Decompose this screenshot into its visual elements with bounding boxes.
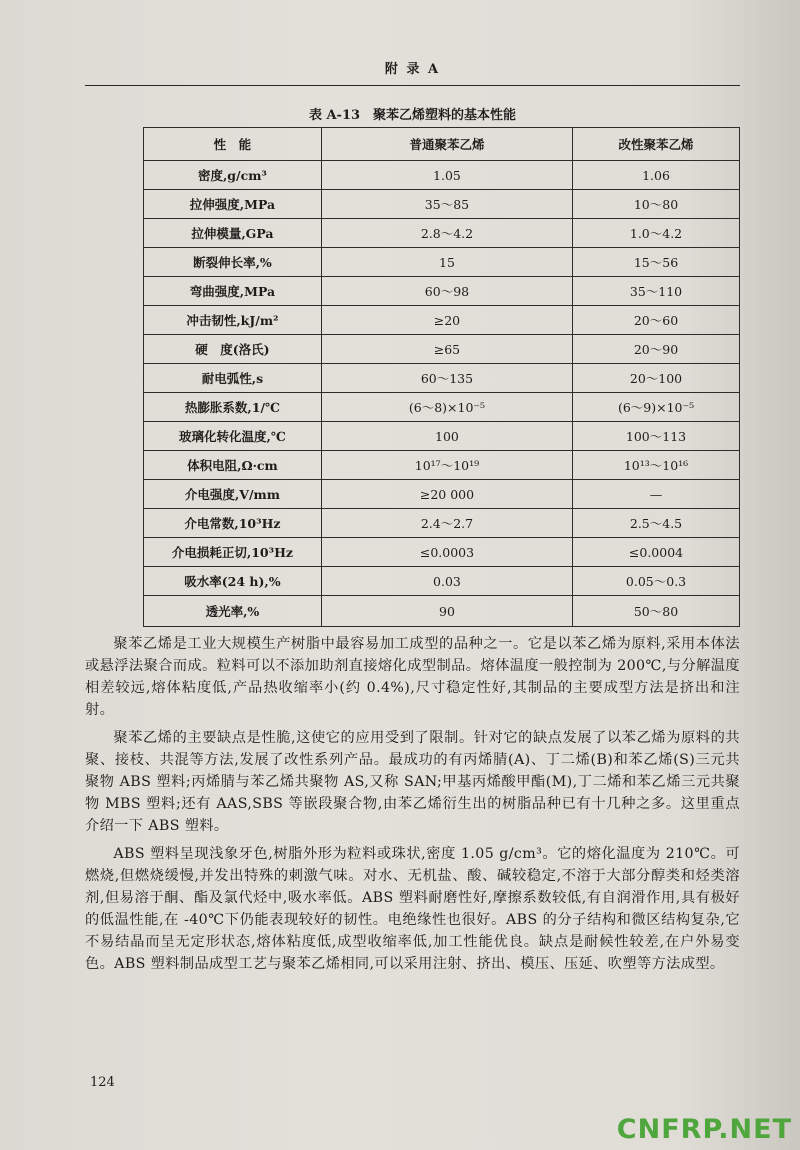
modified-value-cell: — (573, 480, 740, 509)
paragraph-abs: ABS 塑料呈现浅象牙色,树脂外形为粒料或珠状,密度 1.05 g/cm³。它的熔化温度为 210℃。可燃烧,但燃烧缓慢,并发出特殊的刺激气味。对水、无机盐、酸、碱较稳定,不溶于大部分醇类和烃类溶剂,但易溶于酮、酯及氯代烃中,吸水率低。ABS 塑料耐磨性好,摩擦系数较低,有自润滑作用,具有极好的低温性能,在 -40℃下仍能表现较好的韧性。电绝缘性也很好。ABS 的分子结构和微区结构复杂,它不易结晶而呈无定形状态,熔体粘度低,成型收缩率低,加工性能优良。缺点是耐候性较差,在户外易变色。ABS 塑料制品成型工艺与聚苯乙烯相同,可以采用注射、挤出、模压、压延、吹塑等方法成型。 (85, 846, 740, 972)
general-value-cell: 2.8～4.2 (321, 219, 572, 248)
general-value-cell: 1.05 (321, 161, 572, 190)
modified-value-cell: 10¹³～10¹⁶ (573, 451, 740, 480)
modified-value-cell: 2.5～4.5 (573, 509, 740, 538)
property-cell: 拉伸强度,MPa (144, 190, 322, 219)
table-row (144, 161, 740, 190)
general-value-cell: 10¹⁷～10¹⁹ (321, 451, 572, 480)
table-row (144, 364, 740, 393)
table-row (144, 480, 740, 509)
general-value-cell: (6～8)×10⁻⁵ (321, 393, 572, 422)
column-header-modified-ps: 改性聚苯乙烯 (573, 128, 740, 161)
site-watermark: CNFRP.NET (616, 1114, 792, 1145)
column-header-property: 性 能 (144, 128, 322, 161)
table-header-row (144, 128, 740, 161)
property-cell: 弯曲强度,MPa (144, 277, 322, 306)
table-row (144, 596, 740, 627)
table-row (144, 277, 740, 306)
modified-value-cell: 35～110 (573, 277, 740, 306)
paragraph-polystyrene-intro: 聚苯乙烯是工业大规模生产树脂中最容易加工成型的品种之一。它是以苯乙烯为原料,采用本体法或悬浮法聚合而成。粒料可以不添加助剂直接熔化成型制品。熔体温度一般控制为 200℃,与分解温度相差较远,熔体粘度低,产品热收缩率小(约 0.4%),尺寸稳定性好,其制品的主要成型方法是挤出和注射。 (85, 636, 740, 718)
property-cell: 断裂伸长率,% (144, 248, 322, 277)
modified-value-cell: 20～90 (573, 335, 740, 364)
general-value-cell: 2.4～2.7 (321, 509, 572, 538)
modified-value-cell: 20～60 (573, 306, 740, 335)
modified-value-cell: 1.0～4.2 (573, 219, 740, 248)
property-cell: 拉伸模量,GPa (144, 219, 322, 248)
modified-value-cell: 50～80 (573, 596, 740, 627)
body-text (85, 633, 740, 981)
general-value-cell: ≥20 (321, 306, 572, 335)
general-value-cell: ≥20 000 (321, 480, 572, 509)
property-cell: 耐电弧性,s (144, 364, 322, 393)
table-row (144, 248, 740, 277)
modified-value-cell: 0.05～0.3 (573, 567, 740, 596)
column-header-general-ps: 普通聚苯乙烯 (321, 128, 572, 161)
running-header: 附 录 A (384, 62, 441, 77)
table-row (144, 567, 740, 596)
general-value-cell: 35～85 (321, 190, 572, 219)
property-cell: 硬 度(洛氏) (144, 335, 322, 364)
general-value-cell: 60～98 (321, 277, 572, 306)
table-row (144, 538, 740, 567)
table-row (144, 190, 740, 219)
modified-value-cell: 100～113 (573, 422, 740, 451)
property-cell: 冲击韧性,kJ/m² (144, 306, 322, 335)
property-cell: 吸水率(24 h),% (144, 567, 322, 596)
property-cell: 介电常数,10³Hz (144, 509, 322, 538)
general-value-cell: ≥65 (321, 335, 572, 364)
table-row (144, 509, 740, 538)
modified-value-cell: 1.06 (573, 161, 740, 190)
general-value-cell: 100 (321, 422, 572, 451)
property-cell: 玻璃化转化温度,℃ (144, 422, 322, 451)
general-value-cell: 60～135 (321, 364, 572, 393)
properties-table (143, 127, 740, 627)
table-row (144, 422, 740, 451)
paragraph-modification: 聚苯乙烯的主要缺点是性脆,这使它的应用受到了限制。针对它的缺点发展了以苯乙烯为原料的共聚、接枝、共混等方法,发展了改性系列产品。最成功的有丙烯腈(A)、丁二烯(B)和苯乙烯(S)三元共聚物 ABS 塑料;丙烯腈与苯乙烯共聚物 AS,又称 SAN;甲基丙烯酸甲酯(M),丁二烯和苯乙烯三元共聚物 MBS 塑料;还有 AAS,SBS 等嵌段聚合物,由苯乙烯衍生出的树脂品种已有十几种之多。这里重点介绍一下 ABS 塑料。 (85, 730, 740, 834)
modified-value-cell: 10～80 (573, 190, 740, 219)
table-caption: 表 A-13 聚苯乙烯塑料的基本性能 (308, 108, 517, 123)
property-cell: 密度,g/cm³ (144, 161, 322, 190)
page-number: 124 (90, 1075, 115, 1090)
table-row (144, 219, 740, 248)
header-rule (85, 85, 740, 86)
property-cell: 介电强度,V/mm (144, 480, 322, 509)
modified-value-cell: ≤0.0004 (573, 538, 740, 567)
property-cell: 透光率,% (144, 596, 322, 627)
general-value-cell: 0.03 (321, 567, 572, 596)
general-value-cell: 90 (321, 596, 572, 627)
general-value-cell: 15 (321, 248, 572, 277)
table-row (144, 393, 740, 422)
table-row (144, 335, 740, 364)
modified-value-cell: (6～9)×10⁻⁵ (573, 393, 740, 422)
property-cell: 介电损耗正切,10³Hz (144, 538, 322, 567)
table-row (144, 451, 740, 480)
modified-value-cell: 20～100 (573, 364, 740, 393)
property-cell: 热膨胀系数,1/℃ (144, 393, 322, 422)
general-value-cell: ≤0.0003 (321, 538, 572, 567)
modified-value-cell: 15～56 (573, 248, 740, 277)
table-row (144, 306, 740, 335)
property-cell: 体积电阻,Ω·cm (144, 451, 322, 480)
